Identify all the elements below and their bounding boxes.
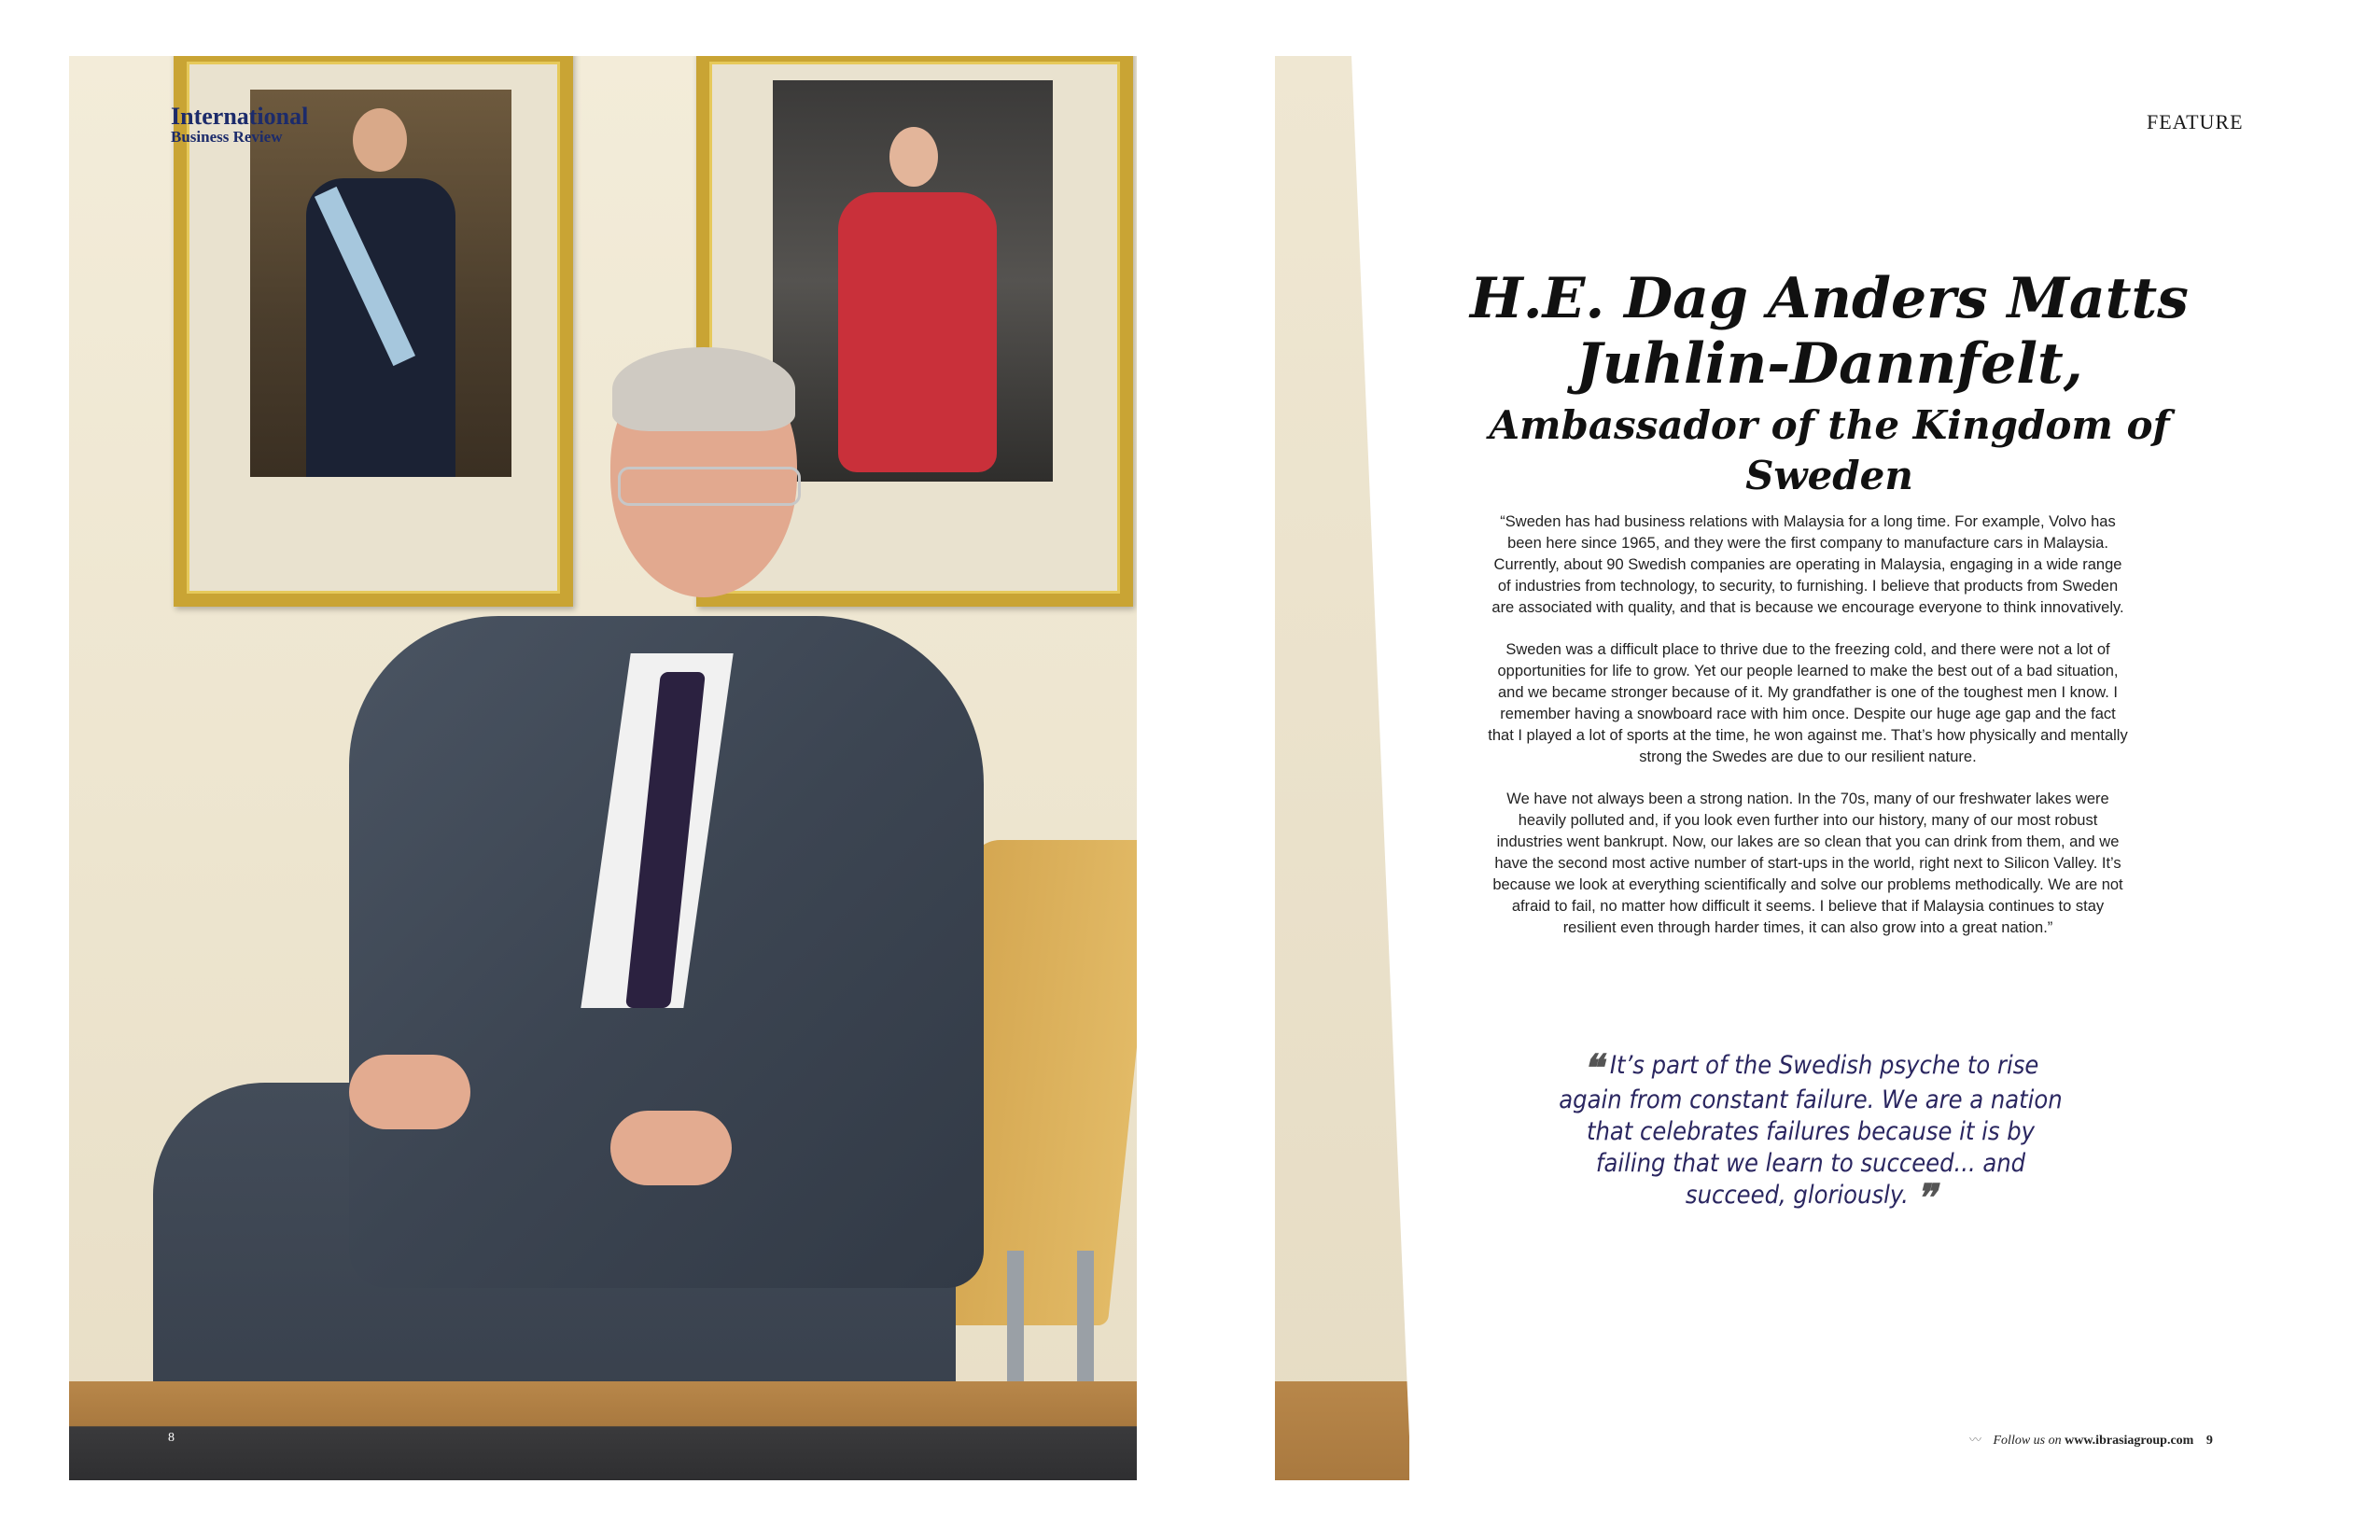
page-number-left: 8 (168, 1431, 175, 1445)
photo-edge-strip (1275, 56, 1409, 1480)
page-footer (1969, 1430, 2213, 1449)
logo-line2: Business Review (171, 128, 283, 146)
king-portrait (250, 90, 511, 477)
article-headline (1456, 266, 2203, 501)
section-label: FEATURE (2147, 110, 2244, 133)
cover-photo (69, 56, 1137, 1480)
paragraph-2: Sweden was a difficult place to thrive due to the freezing cold, and there were not a lot of opportunities for life to grow. Yet our people learned to make the best out of a bad situation, and we became stronger because of it. My grandfather is one of the toughest men I know. I remember having a snowboard race with him once. Despite our huge age gap and the fact that I played a lot of sports at the time, he won against me. That’s how physically and mentally strong the Swedes are due to our resilient nature. (1488, 641, 2128, 765)
headline-name-line2: Juhlin-Dannfelt, (1575, 331, 2083, 397)
left-hand (349, 1055, 470, 1129)
footer-website-link[interactable]: www.ibrasiagroup.com (2065, 1434, 2194, 1448)
bird-icon: 〰 (1969, 1433, 1982, 1447)
footer-follow-text: Follow us on (1993, 1434, 2062, 1448)
queen-portrait (773, 80, 1053, 482)
right-hand (610, 1111, 732, 1185)
open-quote-icon: ❝ (1582, 1046, 1603, 1090)
headline-role: Ambassador of the Kingdom of Sweden (1489, 402, 2170, 498)
article-body (1486, 511, 2130, 959)
pull-quote (1559, 1046, 2063, 1220)
page-number-right: 9 (2205, 1434, 2213, 1448)
headline-name-line1: H.E. Dag Anders Matts (1470, 266, 2189, 331)
pull-quote-text: It’s part of the Swedish psyche to rise again from constant failure. We are a nation that celebrates failures because it is by failing that we learn to succeed... and succeed, gloriously. (1559, 1051, 2063, 1210)
paragraph-1: “Sweden has had business relations with Malaysia for a long time. For example, Volvo has been here since 1965, and they were the first company to manufacture cars in Malaysia. Currently, about 90 Swedish companies are operating in Malaysia, engaging in a wide range of industries from technology, to security, to furnishing. I believe that products from Sweden are associated with quality, and that is because we encourage everyone to think innovatively. (1491, 513, 2124, 616)
floor (69, 1381, 1137, 1480)
paragraph-3: We have not always been a strong nation. In the 70s, many of our freshwater lakes were heavily polluted and, if you look even further into our history, many of our most robust industries went bankrupt. Now, our lakes are so clean that you can drink from them, and we have the second most active number of start-ups in the world, right next to Silicon Valley. It’s because we look at everything scientifically and solve our problems methodically. We are not afraid to fail, no matter how difficult it seems. I believe that if Malaysia continues to stay resilient even through harder times, it can also grow into a great nation.” (1492, 791, 2123, 936)
logo-line1: International (171, 103, 309, 130)
magazine-logo (171, 105, 339, 145)
close-quote-icon: ❞ (1915, 1176, 1937, 1220)
glasses (618, 467, 801, 506)
